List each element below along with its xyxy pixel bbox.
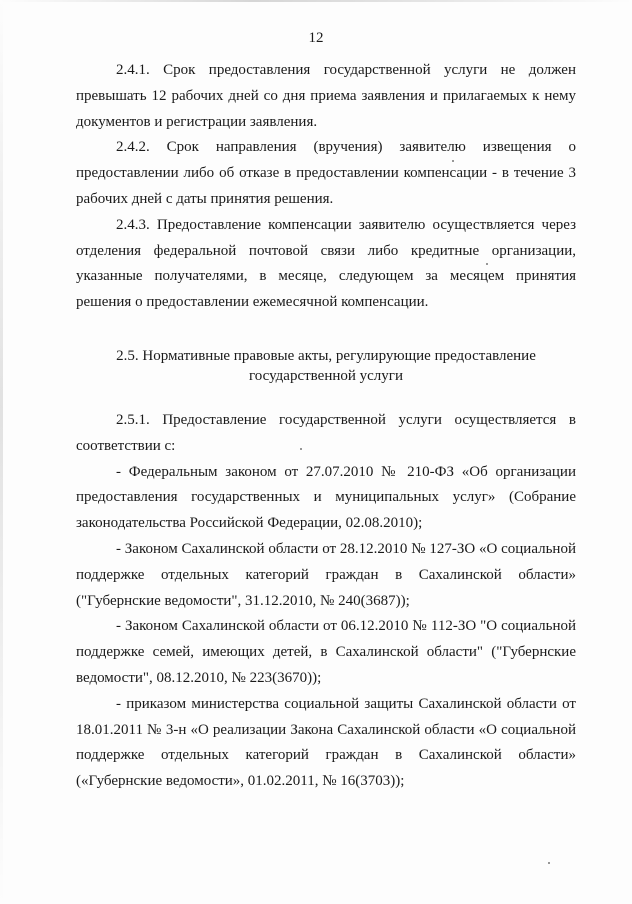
scan-speck bbox=[486, 263, 488, 265]
list-item-sakhalin-law-112: - Законом Сахалинской области от 06.12.2010 № 112-ЗО "О социальной поддержке семей, имеющих детей, в Сахалинской области" ("Губернские ведомости", 08.12.2010, № 223(3670)); bbox=[76, 618, 576, 686]
page-number: 12 bbox=[308, 30, 324, 46]
section-2-5-heading bbox=[76, 346, 576, 386]
paragraph-2-4-3: 2.4.3. Предоставление компенсации заявителю осуществляется через отделения федеральной почтовой связи либо кредитные организации, указанные получателями, в месяце, следующем за месяцем принятия решения о предоставлении ежемесячной компенсации. bbox=[76, 216, 576, 311]
list-item-federal-law-210: - Федеральным законом от 27.07.2010 № 210-ФЗ «Об организации предоставления государственных и муниципальных услуг» (Собрание законодательства Российской Федерации, 02.08.2010); bbox=[76, 463, 576, 532]
section-2-5-body bbox=[76, 408, 576, 795]
scan-artifact-left bbox=[0, 0, 3, 904]
paragraph-2-5-1: 2.5.1. Предоставление государственной услуги осуществляется в соответствии с: bbox=[76, 412, 576, 454]
scan-speck bbox=[300, 448, 302, 450]
section-heading-line-2: государственной услуги bbox=[249, 368, 403, 384]
list-item-ministry-order-3n: - приказом министерства социальной защиты Сахалинской области от 18.01.2011 № 3-н «О реализации Закона Сахалинской области «О социальной поддержке отдельных категорий граждан в Сахалинской области» («Губернские ведомости», 01.02.2011, № 16(3703)); bbox=[76, 695, 576, 790]
section-heading-line-1: 2.5. Нормативные правовые акты, регулирующие предоставление bbox=[116, 348, 536, 364]
scan-speck bbox=[452, 160, 454, 162]
scan-speck bbox=[548, 862, 550, 864]
paragraph-2-4-1: 2.4.1. Срок предоставления государственной услуги не должен превышать 12 рабочих дней со дня приема заявления и прилагаемых к нему документов и регистрации заявления. bbox=[76, 62, 576, 130]
section-2-4-body bbox=[76, 58, 576, 316]
paragraph-2-4-2: 2.4.2. Срок направления (вручения) заявителю извещения о предоставлении либо об отказе в предоставлении компенсации - в течение 3 рабочих дней с даты принятия решения. bbox=[76, 139, 576, 207]
scan-artifact-top bbox=[0, 0, 632, 2]
list-item-sakhalin-law-127: - Законом Сахалинской области от 28.12.2010 № 127-ЗО «О социальной поддержке отдельных категорий граждан в Сахалинской области» ("Губернские ведомости", 31.12.2010, № 240(3687)); bbox=[76, 540, 576, 609]
